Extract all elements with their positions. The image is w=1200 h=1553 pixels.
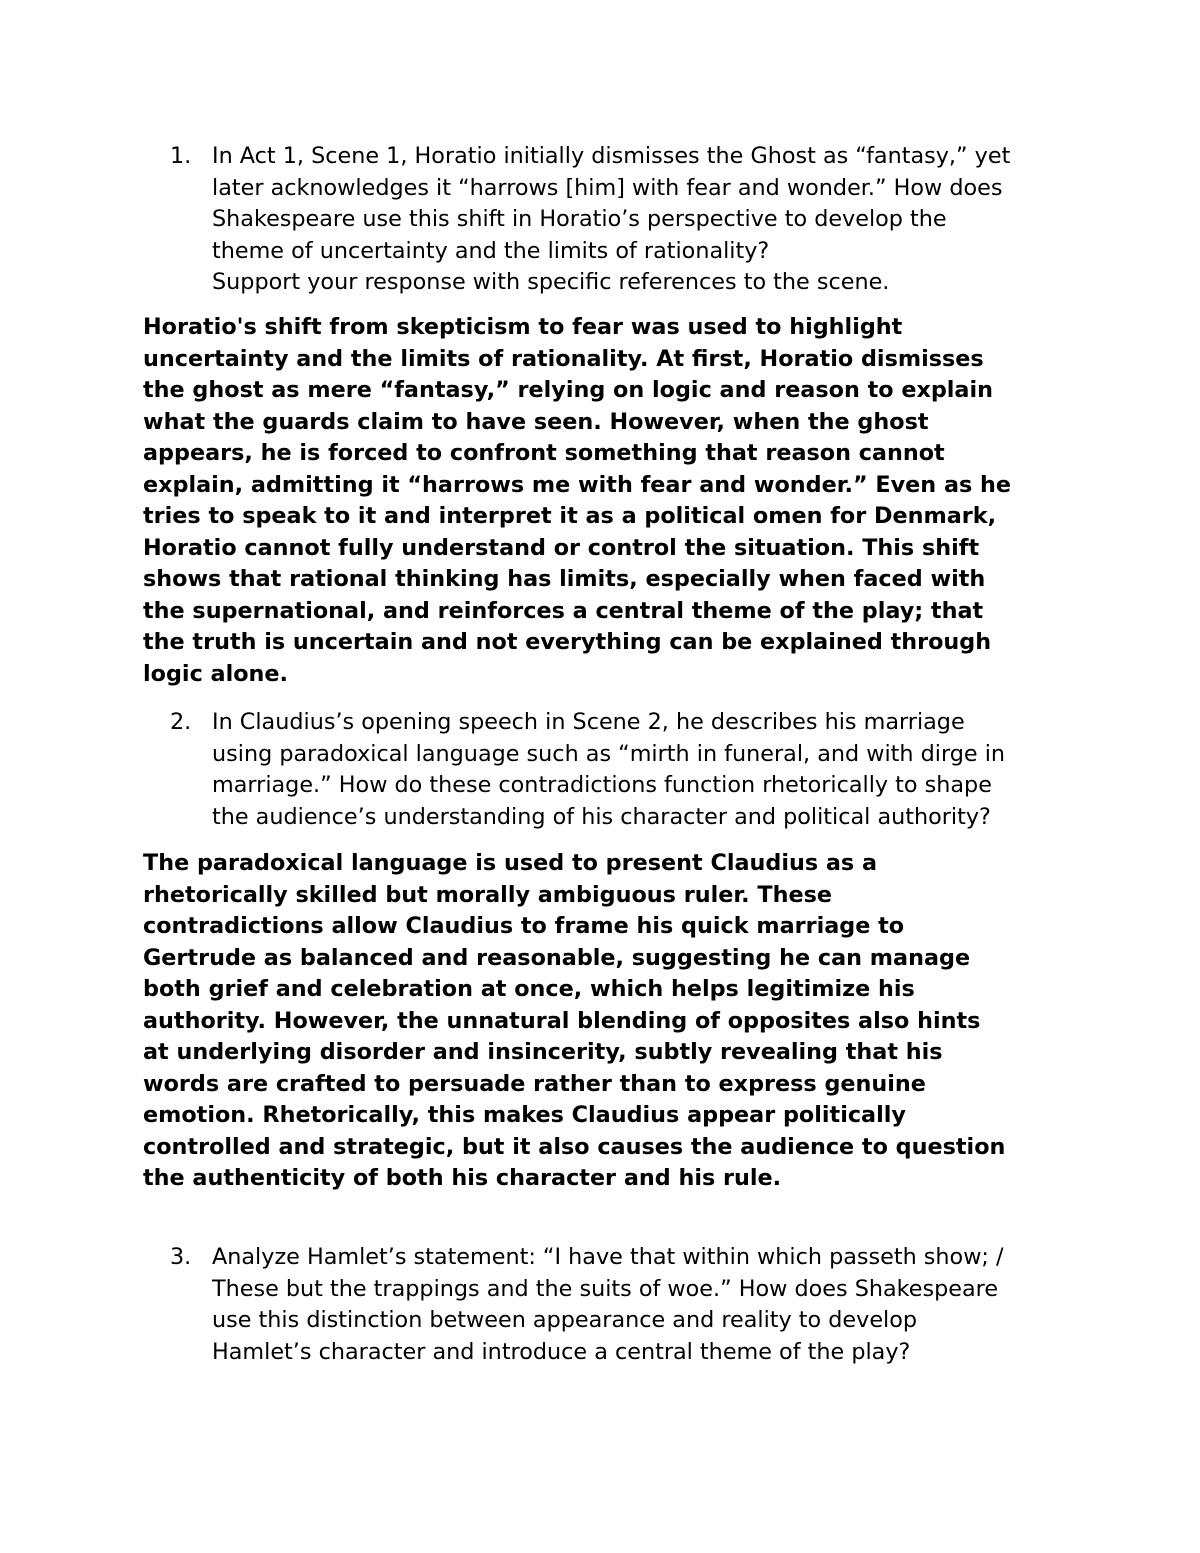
answer-2 <box>143 848 1083 1195</box>
answer-line: contradictions allow Claudius to frame his quick marriage to <box>143 913 905 939</box>
question-line: theme of uncertainty and the limits of rationality? <box>212 237 770 264</box>
question-number: 2. <box>170 709 192 735</box>
answer-line: Gertrude as balanced and reasonable, suggesting he can manage <box>143 944 971 971</box>
answer-line: rhetorically skilled but morally ambiguous ruler. These <box>143 881 832 908</box>
answer-line: Horatio's shift from skepticism to fear was used to highlight <box>143 314 903 340</box>
question-line: In Claudius’s opening speech in Scene 2, he describes his marriage <box>212 709 965 735</box>
answer-line: emotion. Rhetorically, this makes Claudius appear politically <box>143 1102 906 1128</box>
question-line: marriage.” How do these contradictions function rhetorically to shape <box>212 772 992 798</box>
question-text <box>212 1242 1062 1368</box>
question-line: Hamlet’s character and introduce a central theme of the play? <box>212 1338 911 1365</box>
answer-line: at underlying disorder and insincerity, subtly revealing that his <box>143 1039 943 1065</box>
answer-line: words are crafted to persuade rather than to express genuine <box>143 1070 926 1097</box>
question-number: 1. <box>170 143 192 169</box>
question-line: later acknowledges it “harrows [him] with fear and wonder.” How does <box>212 174 1003 201</box>
answer-line: the authenticity of both his character and his rule. <box>143 1165 782 1191</box>
answer-line: the truth is uncertain and not everything can be explained through <box>143 629 992 655</box>
answer-line: explain, admitting it “harrows me with fear and wonder.” Even as he <box>143 471 1012 498</box>
question-3 <box>170 1242 1070 1368</box>
question-line: Shakespeare use this shift in Horatio’s perspective to develop the <box>212 206 947 232</box>
answer-line: both grief and celebration at once, which helps legitimize his <box>143 976 915 1002</box>
question-line: In Act 1, Scene 1, Horatio initially dismisses the Ghost as “fantasy,” yet <box>212 143 1011 169</box>
answer-line: authority. However, the unnatural blending of opposites also hints <box>143 1007 981 1034</box>
question-1 <box>170 141 1070 299</box>
question-line: the audience’s understanding of his character and political authority? <box>212 803 991 830</box>
answer-line: The paradoxical language is used to present Claudius as a <box>143 850 878 876</box>
answer-line: the ghost as mere “fantasy,” relying on logic and reason to explain <box>143 377 993 403</box>
answer-line: Horatio cannot fully understand or control the situation. This shift <box>143 534 980 561</box>
answer-line: controlled and strategic, but it also causes the audience to question <box>143 1133 1006 1160</box>
answer-1 <box>143 312 1083 690</box>
question-line: use this distinction between appearance and reality to develop <box>212 1307 918 1333</box>
question-line: using paradoxical language such as “mirth in funeral, and with dirge in <box>212 740 1006 767</box>
question-text <box>212 141 1062 299</box>
answer-line: what the guards claim to have seen. However, when the ghost <box>143 408 929 435</box>
answer-line: shows that rational thinking has limits, especially when faced with <box>143 566 986 592</box>
answer-line: logic alone. <box>143 660 289 687</box>
question-line: Analyze Hamlet’s statement: “I have that within which passeth show; / <box>212 1244 1004 1270</box>
question-text <box>212 707 1062 833</box>
answer-line: tries to speak to it and interpret it as a political omen for Denmark, <box>143 503 997 529</box>
question-number: 3. <box>170 1244 192 1270</box>
answer-line: the supernational, and reinforces a central theme of the play; that <box>143 597 984 624</box>
question-2 <box>170 707 1070 833</box>
question-line: These but the trappings and the suits of woe.” How does Shakespeare <box>212 1275 999 1302</box>
answer-line: uncertainty and the limits of rationality. At first, Horatio dismisses <box>143 345 984 372</box>
question-line: Support your response with specific references to the scene. <box>212 269 890 295</box>
answer-line: appears, he is forced to confront something that reason cannot <box>143 440 945 466</box>
